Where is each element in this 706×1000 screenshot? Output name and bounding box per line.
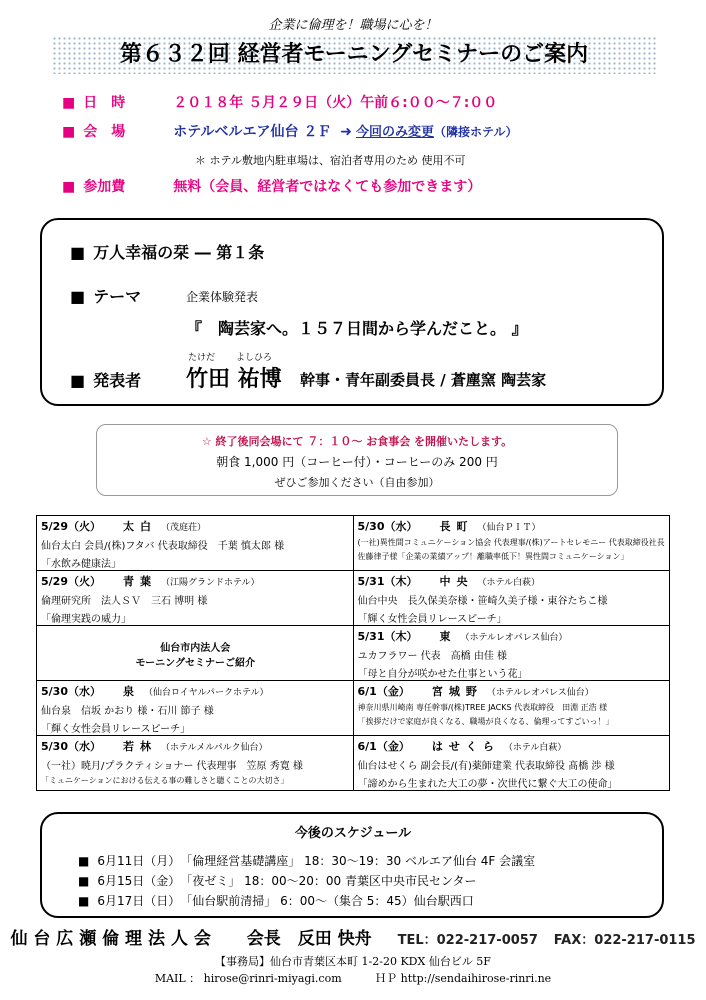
- party-line2: 朝食 1,000 円（コーヒー付）・コーヒーのみ 200 円: [216, 455, 498, 469]
- seminar-cell: [37, 571, 354, 626]
- seminar-hall: 東: [439, 630, 457, 643]
- seminar-topic: 「水飲み健康法」: [41, 559, 121, 570]
- seminar-place: （ホテル白萩）: [477, 578, 541, 588]
- article-title: 万人幸福の栞 ― 第１条: [93, 243, 265, 262]
- speaker-row: [70, 368, 141, 391]
- seminar-date: 5/29（火）: [41, 520, 101, 533]
- fee-row: [62, 176, 481, 196]
- bullet-square-icon: ■: [70, 371, 86, 390]
- seminar-speaker: 仙台太白 会員/(株)フタバ 代表取締役 千葉 慎太郎 様: [41, 541, 285, 552]
- venue-change-note: （隣接ホテル）: [434, 125, 518, 139]
- seminar-date: 5/31（木）: [357, 575, 418, 588]
- seminar-date: 5/30（水）: [41, 740, 101, 753]
- seminar-cell: [353, 571, 670, 626]
- seminar-cell: [353, 681, 670, 736]
- party-line3: ぜひご参加ください（自由参加）: [274, 476, 440, 489]
- seminar-place: （ホテルレオパレス仙台）: [486, 688, 594, 698]
- schedule-item: [78, 872, 476, 889]
- office-address: 【事務局】仙台市青葉区本町 1-2-20 KDX 仙台ビル 5F: [215, 955, 491, 968]
- bullet-square-icon: ■: [62, 95, 76, 111]
- contact-row: [0, 970, 706, 986]
- speaker-ruby-given: よしひろ: [236, 353, 273, 363]
- fax: FAX：022-217-0115: [553, 933, 696, 948]
- mail: MAIL ： hirose@rinri-miyagi.com: [154, 972, 342, 985]
- schedule-title: 今後のスケジュール: [294, 826, 412, 841]
- seminar-place: （ホテルレオパレス仙台）: [460, 633, 568, 643]
- speaker-label: 発表者: [93, 371, 142, 390]
- seminar-date: 6/1（金）: [357, 740, 410, 753]
- seminar-hall: はせくら: [431, 740, 500, 753]
- seminar-place: （仙台ロイヤルパークホテル）: [143, 688, 269, 698]
- seminar-topic: 「挨拶だけで家庭が良くなる、職場が良くなる、倫理ってすごいっ！」: [357, 717, 614, 726]
- table-row: [37, 516, 670, 571]
- seminar-hall: 宮城野: [431, 685, 483, 698]
- seminar-topic: 「輝く女性会員リレースピーチ」: [357, 614, 507, 625]
- table-row: [37, 736, 670, 791]
- seminar-date: 5/30（水）: [357, 520, 418, 533]
- schedule-item-text: 6月11日（月） 「倫理経営基礎講座」 18：30～19：30 ベルエア仙台 4F 会議室: [97, 854, 536, 868]
- theme-title: 『 陶芸家へ。１５７日間から学んだこと。 』: [186, 319, 528, 338]
- bullet-square-icon: ■: [62, 124, 76, 140]
- seminar-intro-line2: モーニングセミナーご紹介: [135, 658, 255, 669]
- seminar-hall: 青葉: [122, 575, 157, 588]
- theme-label: テーマ: [93, 287, 142, 306]
- date-value: ２０１８年 ５月２９日（火）午前６:００～７:００: [173, 95, 498, 111]
- seminar-speaker: ユカフラワー 代表 高橋 由佳 様: [357, 651, 508, 662]
- seminar-topic: 「倫理実践の威力」: [41, 614, 131, 625]
- venue-row: [62, 121, 517, 141]
- date-row: [62, 92, 497, 112]
- seminar-cell: [37, 516, 354, 571]
- slogan: 企業に倫理を！職場に心を！: [268, 18, 438, 33]
- seminar-speaker: 仙台泉 信坂 かおり 様・石川 節子 様: [41, 706, 214, 717]
- homepage: ＨＰ http://sendaihirose-rinri.ne: [375, 972, 552, 985]
- bullet-square-icon: ■: [70, 243, 86, 262]
- bullet-square-icon: ■: [62, 179, 76, 195]
- fee-label: 参加費: [83, 179, 126, 195]
- seminar-date: 5/29（火）: [41, 575, 101, 588]
- seminar-intro-line1: 仙台市内法人会: [160, 643, 231, 654]
- seminar-hall: 太白: [122, 520, 157, 533]
- seminar-table: [36, 515, 670, 791]
- date-label: 日 時: [83, 95, 126, 111]
- seminar-speaker: (一社)異性間コミュニケーション協会 代表理事/(株)アートセレモニー 代表取締役社長: [357, 538, 665, 547]
- bullet-square-icon: ■: [78, 854, 90, 868]
- seminar-date: 6/1（金）: [357, 685, 410, 698]
- seminar-cell: [353, 736, 670, 791]
- seminar-speaker: 仙台中央 長久保美奈様・笹崎久美子様・東谷たちこ様: [357, 596, 608, 607]
- theme-row: [70, 284, 141, 307]
- venue-label: 会 場: [83, 124, 126, 140]
- seminar-place: （仙台ＰＩＴ）: [477, 523, 541, 533]
- party-line1: ☆ 終了後同会場にて ７：１０～ お食事会 を開催いたします。: [201, 435, 513, 448]
- seminar-topic: 「輝く女性会員リレースピーチ」: [41, 724, 191, 735]
- bullet-square-icon: ■: [70, 287, 86, 306]
- seminar-cell: [37, 681, 354, 736]
- venue-change: 今回のみ変更: [356, 125, 435, 140]
- theme-sub: 企業体験発表: [186, 290, 259, 304]
- seminar-topic: 「母と自分が咲かせた仕事という花」: [357, 669, 528, 680]
- seminar-place: （ホテル白萩）: [503, 743, 567, 753]
- seminar-cell: [353, 516, 670, 571]
- fee-value: 無料（会員、経営者ではなくても参加できます）: [173, 179, 482, 195]
- seminar-speaker: 倫理研究所 法人ＳＶ 三石 博明 様: [41, 596, 208, 607]
- seminar-hall: 長町: [439, 520, 474, 533]
- party-box: [96, 424, 618, 496]
- seminar-topic: 佐藤律子様「企業の業績アップ！離職率低下！異性間コミュニケーション」: [357, 552, 629, 561]
- bullet-square-icon: ■: [78, 874, 90, 888]
- table-row: [37, 571, 670, 626]
- seminar-topic: 「諦めから生まれた大工の夢・次世代に繋ぐ大工の使命」: [357, 779, 618, 790]
- seminar-cell: [37, 736, 354, 791]
- schedule-item: [78, 892, 474, 909]
- seminar-intro: [37, 626, 354, 681]
- seminar-cell: [353, 626, 670, 681]
- seminar-speaker: 神奈川県川崎南 専任幹事/(株)TREE JACKS 代表取締役 田淵 正浩 様: [357, 703, 608, 712]
- seminar-place: （茂庭荘）: [160, 523, 206, 533]
- bullet-square-icon: ■: [78, 894, 90, 908]
- seminar-place: （江陽グランドホテル）: [160, 578, 260, 588]
- table-row: [37, 681, 670, 736]
- speaker-title: 幹事・青年副委員長 / 蒼塵窯 陶芸家: [300, 371, 547, 389]
- seminar-speaker: （一社）暁月/プラクティショナー 代表理事 笠原 秀寛 様: [41, 761, 303, 772]
- seminar-speaker: 仙台はせくら 副会長/(有)薬師建業 代表取締役 髙橋 渉 様: [357, 761, 615, 772]
- seminar-hall: 中央: [439, 575, 474, 588]
- org-name: 仙 台 広 瀬 倫 理 法 人 会: [10, 929, 211, 949]
- arrow-right-icon: ➜: [340, 124, 353, 140]
- seminar-hall: 若林: [122, 740, 157, 753]
- schedule-item-text: 6月15日（金） 「夜ゼミ」 18：00～20：00 青葉区中央市民センター: [97, 874, 477, 888]
- speaker-name: 竹田 祐博: [186, 367, 282, 392]
- seminar-topic: 「ミュニケーションにおける伝える事の難しさと聴くことの大切さ」: [41, 776, 289, 785]
- venue-value: ホテルベルエア仙台 ２Ｆ: [173, 124, 332, 140]
- tel: TEL：022-217-0057: [397, 933, 538, 948]
- speaker-ruby-family: たけだ: [188, 353, 216, 363]
- article-row: [70, 240, 264, 263]
- footer-org-row: [0, 924, 706, 949]
- page-title: 第６３２回 経営者モーニングセミナーのご案内: [52, 36, 656, 74]
- table-row: [37, 626, 670, 681]
- schedule-item-text: 6月17日（日） 「仙台駅前清掃」 6：00～（集合 5：45）仙台駅西口: [97, 894, 474, 908]
- schedule-item: [78, 852, 535, 869]
- seminar-date: 5/31（木）: [357, 630, 418, 643]
- chair-name: 会長 反田 快舟: [246, 929, 372, 949]
- parking-note: ＊ ホテル敷地内駐車場は、宿泊者専用のため 使用不可: [195, 154, 466, 167]
- seminar-date: 5/30（水）: [41, 685, 101, 698]
- seminar-hall: 泉: [122, 685, 140, 698]
- seminar-place: （ホテルメルパルク仙台）: [160, 743, 268, 753]
